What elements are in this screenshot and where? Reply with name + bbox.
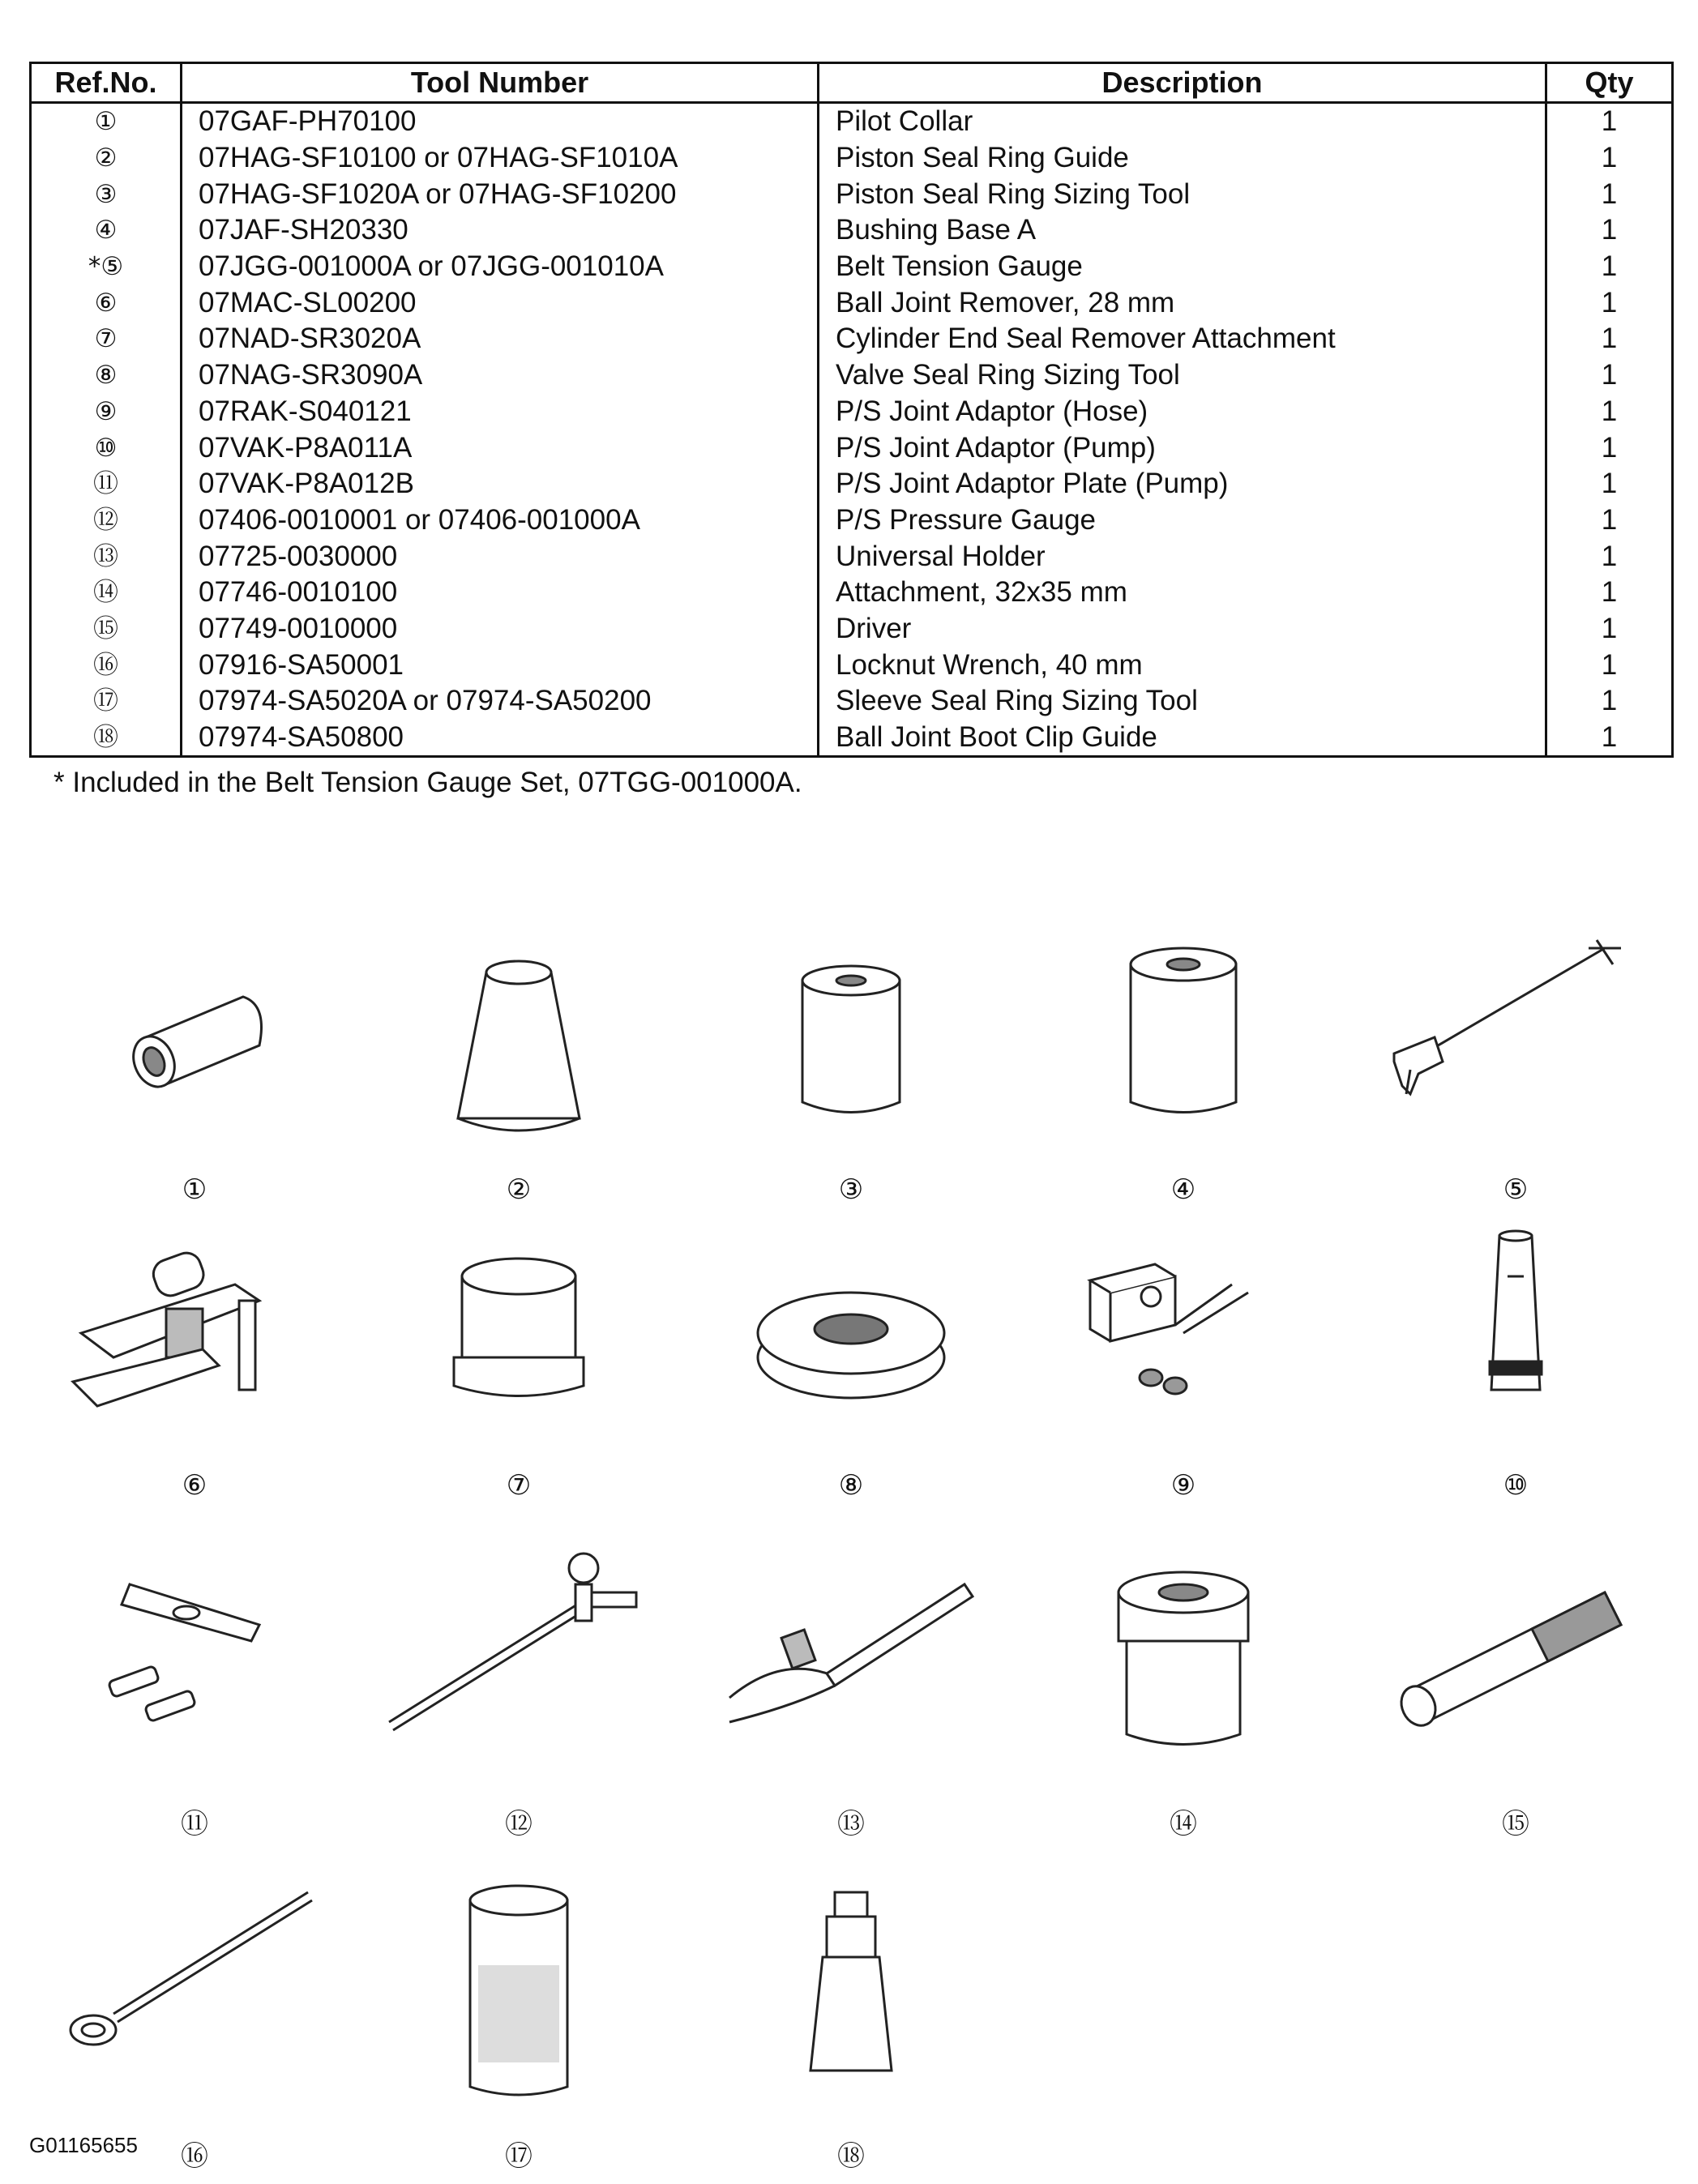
header-ref-no: Ref.No. <box>31 63 182 103</box>
description-cell: Bushing Base A <box>819 212 1546 249</box>
seal-remover-attachment-drawing <box>349 1195 689 1463</box>
bushing-base-drawing <box>1013 900 1354 1167</box>
qty-cell: 1 <box>1546 683 1673 720</box>
qty-cell: 1 <box>1546 284 1673 321</box>
illustration-label: ⑬ <box>837 1808 865 1840</box>
tool-illustration-6 <box>24 1195 365 1511</box>
illustration-label: ⑰ <box>505 2140 532 2173</box>
table-row <box>31 538 1673 575</box>
description-cell: Piston Seal Ring Guide <box>819 140 1546 177</box>
joint-adaptor-pump-drawing <box>1345 1195 1686 1463</box>
table-row <box>31 611 1673 648</box>
adaptor-plate-drawing <box>24 1528 365 1795</box>
tool-number-cell: 07974-SA5020A or 07974-SA50200 <box>182 683 819 720</box>
table-row <box>31 212 1673 249</box>
tool-number-cell: 07GAF-PH70100 <box>182 103 819 140</box>
ref-no-cell: ⑥ <box>31 284 182 321</box>
tool-number-cell: 07916-SA50001 <box>182 647 819 683</box>
tool-illustration-7 <box>349 1195 689 1511</box>
illustration-label: ⑭ <box>1170 1808 1197 1840</box>
table-row <box>31 430 1673 466</box>
illustration-label: ② <box>506 1173 532 1206</box>
tool-illustration-18 <box>681 1860 1021 2176</box>
ref-no-cell: ⑰ <box>31 683 182 720</box>
header-tool-number: Tool Number <box>182 63 819 103</box>
tool-number-cell: 07JAF-SH20330 <box>182 212 819 249</box>
table-row <box>31 720 1673 757</box>
qty-cell: 1 <box>1546 357 1673 394</box>
table-row <box>31 466 1673 502</box>
tool-number-cell: 07NAG-SR3090A <box>182 357 819 394</box>
ref-no-cell: ⑱ <box>31 720 182 757</box>
illustration-label: ⑩ <box>1503 1469 1529 1502</box>
table-row <box>31 502 1673 539</box>
tool-illustration-10 <box>1345 1195 1686 1511</box>
tool-number-cell: 07RAK-S040121 <box>182 394 819 430</box>
header-description: Description <box>819 63 1546 103</box>
qty-cell: 1 <box>1546 176 1673 212</box>
table-footnote: * Included in the Belt Tension Gauge Set, 07TGG-001000A. <box>53 767 802 798</box>
tool-number-cell: 07749-0010000 <box>182 611 819 648</box>
tool-number-cell: 07406-0010001 or 07406-001000A <box>182 502 819 539</box>
description-cell: P/S Pressure Gauge <box>819 502 1546 539</box>
tool-illustration-5 <box>1345 900 1686 1216</box>
illustration-label: ④ <box>1170 1173 1196 1206</box>
ref-no-cell: ⑮ <box>31 611 182 648</box>
description-cell: Belt Tension Gauge <box>819 249 1546 285</box>
locknut-wrench-drawing <box>24 1860 365 2127</box>
description-cell: Ball Joint Boot Clip Guide <box>819 720 1546 757</box>
tension-gauge-drawing <box>1345 900 1686 1167</box>
table-row <box>31 647 1673 683</box>
description-cell: Sleeve Seal Ring Sizing Tool <box>819 683 1546 720</box>
attachment-drawing <box>1013 1528 1354 1795</box>
description-cell: P/S Joint Adaptor Plate (Pump) <box>819 466 1546 502</box>
tool-number-cell: 07VAK-P8A011A <box>182 430 819 466</box>
seal-ring-guide-drawing <box>349 900 689 1167</box>
description-cell: Ball Joint Remover, 28 mm <box>819 284 1546 321</box>
qty-cell: 1 <box>1546 466 1673 502</box>
description-cell: Cylinder End Seal Remover Attachment <box>819 321 1546 357</box>
qty-cell: 1 <box>1546 430 1673 466</box>
table-row <box>31 357 1673 394</box>
qty-cell: 1 <box>1546 103 1673 140</box>
illustration-label: ⑤ <box>1503 1173 1529 1206</box>
table-row <box>31 321 1673 357</box>
description-cell: P/S Joint Adaptor (Pump) <box>819 430 1546 466</box>
ref-no-cell: ① <box>31 103 182 140</box>
description-cell: Attachment, 32x35 mm <box>819 575 1546 611</box>
sleeve-seal-tool-drawing <box>349 1860 689 2127</box>
table-row <box>31 176 1673 212</box>
qty-cell: 1 <box>1546 647 1673 683</box>
illustration-label: ⑦ <box>506 1469 532 1502</box>
table-row <box>31 575 1673 611</box>
joint-adaptor-hose-drawing <box>1013 1195 1354 1463</box>
qty-cell: 1 <box>1546 212 1673 249</box>
table-row <box>31 394 1673 430</box>
ref-no-cell: ⑭ <box>31 575 182 611</box>
description-cell: Piston Seal Ring Sizing Tool <box>819 176 1546 212</box>
illustration-label: ⑯ <box>181 2140 208 2173</box>
qty-cell: 1 <box>1546 249 1673 285</box>
illustration-label: ⑨ <box>1170 1469 1196 1502</box>
tool-number-cell: 07725-0030000 <box>182 538 819 575</box>
ref-no-cell: ③ <box>31 176 182 212</box>
ref-no-cell: ⑨ <box>31 394 182 430</box>
tool-number-cell: 07974-SA50800 <box>182 720 819 757</box>
ref-no-cell: ⑩ <box>31 430 182 466</box>
tool-illustration-1 <box>24 900 365 1216</box>
tool-number-cell: 07VAK-P8A012B <box>182 466 819 502</box>
pilot-collar-drawing <box>24 900 365 1167</box>
ref-no-cell: ⑯ <box>31 647 182 683</box>
qty-cell: 1 <box>1546 502 1673 539</box>
table-row <box>31 249 1673 285</box>
description-cell: Driver <box>819 611 1546 648</box>
table-row <box>31 683 1673 720</box>
figure-code: G01165655 <box>29 2133 138 2157</box>
table-row <box>31 103 1673 140</box>
illustration-label: ⑥ <box>182 1469 207 1502</box>
tool-number-cell: 07MAC-SL00200 <box>182 284 819 321</box>
qty-cell: 1 <box>1546 394 1673 430</box>
ref-no-cell: ⑬ <box>31 538 182 575</box>
table-header-row <box>31 63 1673 103</box>
valve-seal-ring-tool-drawing <box>681 1195 1021 1463</box>
tool-illustration-12 <box>349 1528 689 1844</box>
qty-cell: 1 <box>1546 140 1673 177</box>
description-cell: Universal Holder <box>819 538 1546 575</box>
tool-illustration-4 <box>1013 900 1354 1216</box>
tool-illustration-11 <box>24 1528 365 1844</box>
table-row <box>31 140 1673 177</box>
tool-number-cell: 07HAG-SF1020A or 07HAG-SF10200 <box>182 176 819 212</box>
qty-cell: 1 <box>1546 575 1673 611</box>
tool-illustration-14 <box>1013 1528 1354 1844</box>
ref-no-cell: ⑦ <box>31 321 182 357</box>
tool-illustration-2 <box>349 900 689 1216</box>
header-qty: Qty <box>1546 63 1673 103</box>
tool-illustration-9 <box>1013 1195 1354 1511</box>
table-row <box>31 284 1673 321</box>
tool-number-cell: 07746-0010100 <box>182 575 819 611</box>
tool-illustration-8 <box>681 1195 1021 1511</box>
ref-no-cell: ⑫ <box>31 502 182 539</box>
tool-number-cell: 07NAD-SR3020A <box>182 321 819 357</box>
qty-cell: 1 <box>1546 538 1673 575</box>
qty-cell: 1 <box>1546 611 1673 648</box>
description-cell: Pilot Collar <box>819 103 1546 140</box>
ref-no-cell: ④ <box>31 212 182 249</box>
special-tools-table <box>29 62 1671 758</box>
illustration-label: ③ <box>838 1173 864 1206</box>
tool-illustration-17 <box>349 1860 689 2176</box>
tool-number-cell: 07HAG-SF10100 or 07HAG-SF1010A <box>182 140 819 177</box>
driver-drawing <box>1345 1528 1686 1795</box>
ref-no-cell: ⑧ <box>31 357 182 394</box>
universal-holder-drawing <box>681 1528 1021 1795</box>
pressure-gauge-drawing <box>349 1528 689 1795</box>
illustration-label: ⑪ <box>181 1808 208 1840</box>
description-cell: Valve Seal Ring Sizing Tool <box>819 357 1546 394</box>
qty-cell: 1 <box>1546 720 1673 757</box>
tool-illustration-16 <box>24 1860 365 2176</box>
illustration-label: ⑧ <box>838 1469 864 1502</box>
illustration-label: ⑫ <box>505 1808 532 1840</box>
ref-no-cell: *⑤ <box>31 249 182 285</box>
boot-clip-guide-drawing <box>681 1860 1021 2127</box>
ball-joint-remover-drawing <box>24 1195 365 1463</box>
ref-no-cell: ② <box>31 140 182 177</box>
tool-illustration-3 <box>681 900 1021 1216</box>
illustration-label: ① <box>182 1173 207 1206</box>
description-cell: Locknut Wrench, 40 mm <box>819 647 1546 683</box>
description-cell: P/S Joint Adaptor (Hose) <box>819 394 1546 430</box>
tool-illustration-15 <box>1345 1528 1686 1844</box>
illustration-label: ⑱ <box>837 2140 865 2173</box>
qty-cell: 1 <box>1546 321 1673 357</box>
sizing-tool-drawing <box>681 900 1021 1167</box>
ref-no-cell: ⑪ <box>31 466 182 502</box>
tool-number-cell: 07JGG-001000A or 07JGG-001010A <box>182 249 819 285</box>
tool-illustration-13 <box>681 1528 1021 1844</box>
illustration-label: ⑮ <box>1502 1808 1529 1840</box>
